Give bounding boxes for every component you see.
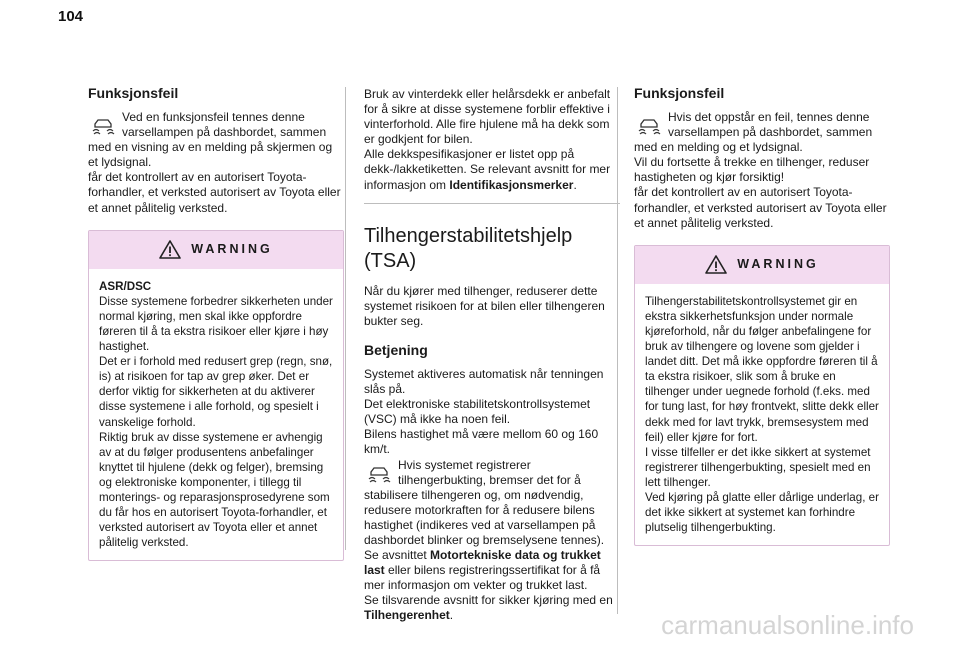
lamp-paragraph xyxy=(634,110,890,231)
lamp-text: Hvis systemet registrerer tilhengerbukting, bremser det for å stabilisere tilhengeren og, om nødvendig, redusere motorkraften for å redusere bilens hastighet (indikeres ved at varsellampen på dashbordet blinker og bremselysene tennes). xyxy=(364,457,605,547)
reference-identifikasjonsmerker: Identifikasjonsmerker xyxy=(449,177,574,192)
section-title-tsa: Tilhengerstabilitetshjelp (TSA) xyxy=(364,224,573,272)
warning-header xyxy=(635,246,889,284)
skid-warning-lamp-icon xyxy=(634,111,664,135)
lamp-paragraph xyxy=(364,458,620,549)
column-left xyxy=(88,84,344,561)
tyre-info-box xyxy=(364,87,620,204)
reference-paragraph: Se tilsvarende avsnitt for sikker kjøring med en Tilhengerenhet. xyxy=(364,593,613,623)
warning-label: WARNING xyxy=(191,242,273,257)
warning-label: WARNING xyxy=(737,257,819,272)
page-number: 104 xyxy=(58,8,84,25)
reference-paragraph: Se avsnittet Motortekniske data og trukket last eller bilens registreringssertifikat for å få mer informasjon om vekter og trukket last. xyxy=(364,548,601,593)
lamp-text: Hvis det oppstår en feil, tennes denne varsellampen på dashbordet, sammen med en melding og et lydsignal. Vil du fortsette å trekke en tilhenger, reduser hastigheten og kjør forsiktig! får det kontrollert av en autorisert Toyota-forhandler, et verksted autorisert av Toyota eller et annet pålitelig verksted. xyxy=(634,110,887,230)
reference-tilhengerenhet: Tilhengerenhet xyxy=(364,608,450,623)
warning-text: Disse systemene forbedrer sikkerheten under normal kjøring, men skal ikke oppfordre føreren til å ta ekstra risikoer eller kjøre i høy hastighet. Det er i forhold med redusert grep (regn, snø, is) at risikoen for tap av grep øker. Det er derfor viktig for sikkerheten at du aktiverer disse systemene i alle forhold, og spesielt i vanskelige forhold. Riktig bruk av disse systemene er avhengig av at du følger produsentens anbefalinger knyttet til hjulene (dekk og felger), bremsing og elektroniske komponenter, i tillegg til monterings- og reparasjonsprosedyrene som du får hos en autorisert Toyota-forhandler, et verksted autorisert av Toyota eller et annet pålitelig verksted. xyxy=(99,294,333,550)
warning-triangle-icon xyxy=(159,240,181,259)
warning-triangle-icon xyxy=(705,255,727,274)
tyre-info-text: Bruk av vinterdekk eller helårsdekk er anbefalt for å sikre at disse systemene forblir effektive i vinterforhold. Alle fire hjulene må ha dekk som er godkjent for bilen. Alle dekkspesifikasjoner er listet opp på dekk-/lakketiketten. Se relevant avsnitt for mer informasjon om Identifikasjonsmerker. xyxy=(364,87,611,192)
skid-warning-lamp-icon xyxy=(88,111,118,135)
section-title-funksjonsfeil: Funksjonsfeil xyxy=(88,85,179,101)
skid-warning-lamp-icon xyxy=(364,459,394,483)
tsa-intro: Når du kjører med tilhenger, reduserer dette systemet risikoen for at bilen eller tilhengeren bukter seg. xyxy=(364,283,605,328)
warning-box xyxy=(634,245,890,547)
lamp-paragraph xyxy=(88,110,344,216)
warning-heading: ASR/DSC xyxy=(99,279,152,293)
watermark: carmanualsonline.info xyxy=(661,610,914,640)
column-middle xyxy=(364,87,620,624)
betjening-text: Systemet aktiveres automatisk når tenningen slås på. Det elektroniske stabilitetskontrollsystemet (VSC) må ikke ha noen feil. Bilens hastighet må være mellom 60 og 160 km/t. xyxy=(364,366,604,457)
column-divider xyxy=(345,87,346,550)
reference-motortekniske-data: Motortekniske data og trukket last xyxy=(364,548,601,578)
warning-box xyxy=(88,230,344,562)
warning-text: Tilhengerstabilitetskontrollsystemet gir en ekstra sikkerhetsfunksjon under normale kjøreforhold, når du følger anbefalingene for bruk av tilhengere og lovene som gjelder i landet ditt. Det må ikke oppfordre føreren til å ta ekstra risikoer, slik som å bruke en tilhenger under uegnede forhold (f.eks. med for tung last, for høy frontvekt, slitte dekk eller dekk med for lavt trykk, bremsesystem med feil) eller kjøre for fort. I visse tilfeller er det ikke sikkert at systemet registrerer tilhengerbukting, spesielt med en lett tilhenger. Ved kjøring på glatte eller dårlige underlag, er det ikke sikkert at systemet kan forhindre plutselig tilhengerbukting. xyxy=(645,294,879,535)
column-right xyxy=(634,84,890,546)
warning-body xyxy=(635,294,889,536)
warning-body xyxy=(89,279,343,551)
section-title-funksjonsfeil: Funksjonsfeil xyxy=(634,85,725,101)
lamp-text: Ved en funksjonsfeil tennes denne varsellampen på dashbordet, sammen med en visning av en melding på skjermen og et lydsignal. får det kontrollert av en autorisert Toyota-forhandler, et verksted autorisert av Toyota eller et annet pålitelig verksted. xyxy=(88,110,341,215)
subsection-title-betjening: Betjening xyxy=(364,341,428,358)
warning-header xyxy=(89,231,343,269)
